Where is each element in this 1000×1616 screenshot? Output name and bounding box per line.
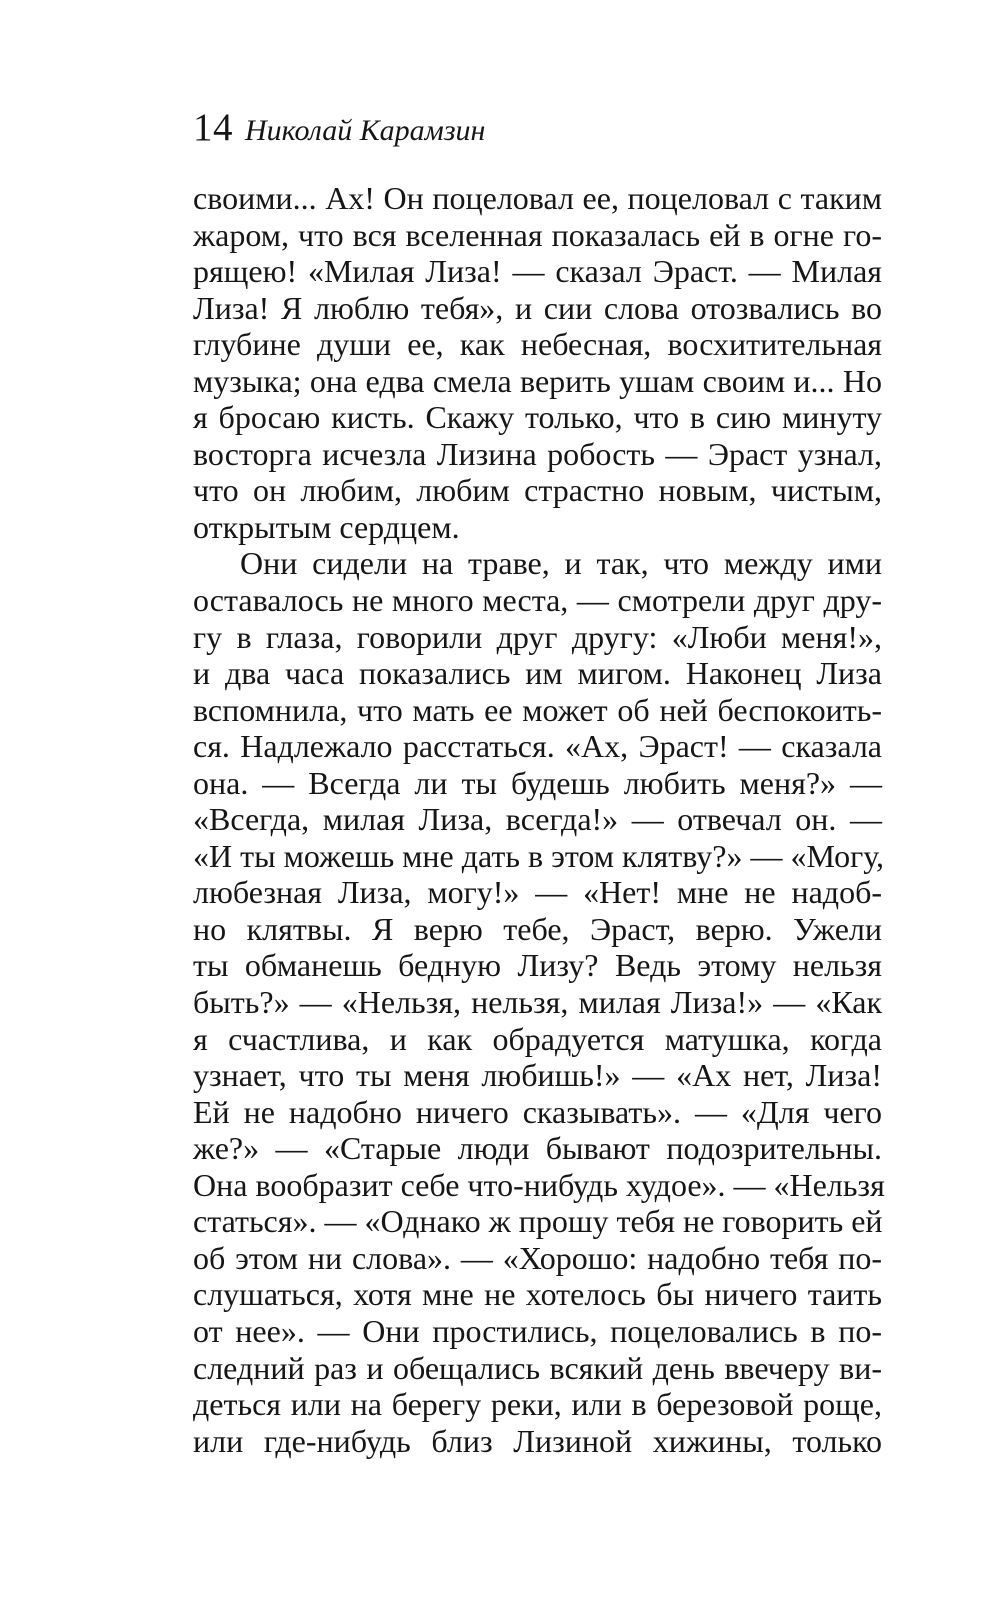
text-line: оставалось не много места, — смотрели друг дру- — [193, 582, 882, 619]
text-line: что он любим, любим страстно новым, чистым, — [193, 472, 882, 509]
text-line: но клятвы. Я верю тебе, Эраст, верю. Ужели — [193, 910, 882, 947]
text-line: и два часа показались им мигом. Наконец Лиза — [193, 655, 882, 692]
text-line: я счастлива, и как обрадуется матушка, когда — [193, 1020, 882, 1057]
text-line: деться или на берегу реки, или в березовой роще, — [193, 1386, 882, 1423]
text-line: узнает, что ты меня любишь!» — «Ах нет, Лиза! — [193, 1057, 882, 1094]
text-line: Они сидели на траве, и так, что между ими — [240, 545, 882, 582]
text-line: быть?» — «Нельзя, нельзя, милая Лиза!» — «Как — [193, 984, 882, 1021]
text-line: Она вообразит себе что-нибудь худое». — «Нельзя — [193, 1166, 885, 1203]
text-line: жаром, что вся вселенная показалась ей в огне го- — [193, 216, 882, 253]
text-line: восторга исчезла Лизина робость — Эраст узнал, — [193, 435, 882, 472]
text-line: об этом ни слова». — «Хорошо: надобно тебя по- — [193, 1239, 882, 1276]
text-line: музыка; она едва смела верить ушам своим и... Но — [193, 362, 882, 399]
page-number: 14 — [193, 106, 233, 149]
text-line: ся. Надлежало расстаться. «Ах, Эраст! — сказала — [193, 728, 882, 765]
running-head — [193, 108, 485, 147]
text-line: открытым сердцем. — [193, 508, 460, 545]
text-line: «И ты можешь мне дать в этом клятву?» — «Могу, — [193, 837, 885, 874]
text-line: слушаться, хотя мне не хотелось бы ничего таить — [193, 1276, 882, 1313]
author-name: Николай Карамзин — [245, 114, 486, 147]
text-line: гу в глаза, говорили друг другу: «Люби меня!», — [193, 618, 882, 655]
text-line: же?» — «Старые люди бывают подозрительны. — [193, 1130, 882, 1167]
text-line: или где-нибудь близ Лизиной хижины, только — [193, 1422, 882, 1459]
text-line: любезная Лиза, могу!» — «Нет! мне не надоб- — [193, 874, 882, 911]
text-line: Ей не надобно ничего сказывать». — «Для чего — [193, 1093, 882, 1130]
text-line: следний раз и обещались всякий день ввечеру ви- — [193, 1349, 882, 1386]
text-line: рящею! «Милая Лиза! — сказал Эраст. — Милая — [193, 253, 882, 290]
text-line: ты обманешь бедную Лизу? Ведь этому нельзя — [193, 947, 882, 984]
text-line: глубине души ее, как небесная, восхитительная — [193, 326, 882, 363]
text-line: «Всегда, милая Лиза, всегда!» — отвечал он. — — [193, 801, 882, 838]
text-line: вспомнила, что мать ее может об ней беспокоить- — [193, 691, 882, 728]
text-line: своими... Ах! Он поцеловал ее, поцеловал с таким — [193, 180, 882, 216]
text-line: Лиза! Я люблю тебя», и сии слова отозвались во — [193, 289, 882, 326]
text-line: статься». — «Однако ж прошу тебя не говорить ей — [193, 1203, 883, 1240]
body-text — [193, 180, 885, 1459]
text-line: я бросаю кисть. Скажу только, что в сию минуту — [193, 399, 882, 436]
text-line: от нее». — Они простились, поцеловались в по- — [193, 1312, 882, 1349]
text-line: она. — Всегда ли ты будешь любить меня?» — — [193, 764, 882, 801]
